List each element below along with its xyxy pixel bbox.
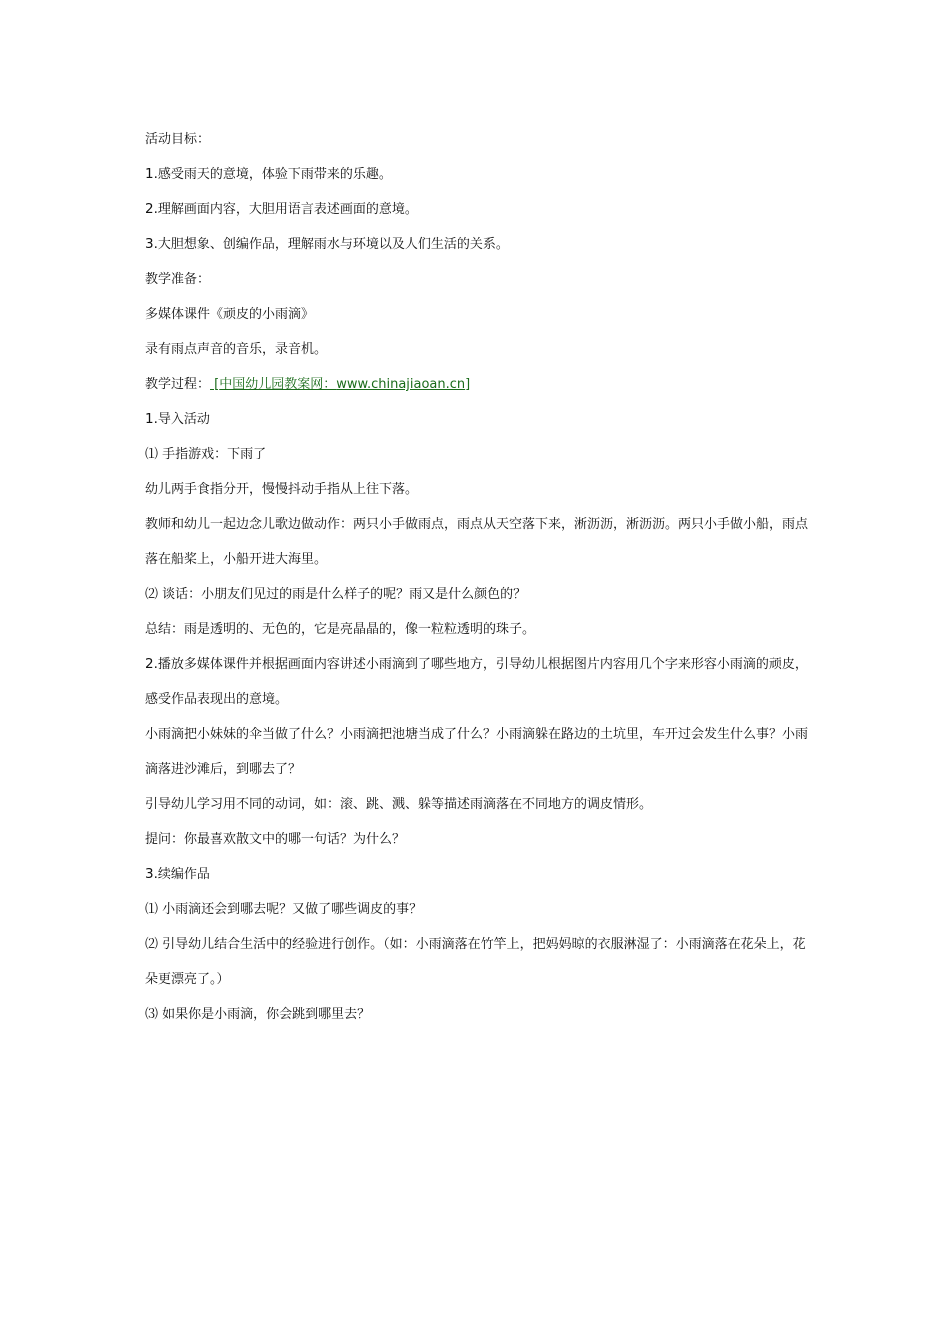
link-url: www.chinajiaoan.cn	[336, 377, 466, 392]
step-number: 3.	[145, 866, 158, 882]
step-2-title	[145, 647, 810, 717]
step-title-text: 播放多媒体课件并根据画面内容讲述小雨滴到了哪些地方，引导幼儿根据图片内容用几个字来形容小雨滴的顽皮，感受作品表现出的意境。	[145, 657, 808, 707]
preparation-item-2: 录有雨点声音的音乐，录音机。	[145, 342, 328, 357]
objective-text: 大胆想象、创编作品，理解雨水与环境以及人们生活的关系。	[157, 237, 509, 252]
objective-text: 理解画面内容，大胆用语言表述画面的意境。	[157, 202, 418, 217]
link-site-name: 中国幼儿园教案网：	[219, 377, 337, 392]
step-3-line-3: ⑶ 如果你是小雨滴，你会跳到哪里去？	[145, 1007, 371, 1022]
step-title-text: 导入活动	[157, 412, 210, 427]
step-1-line-2: 幼儿两手食指分开，慢慢抖动手指从上往下落。	[145, 482, 419, 497]
step-title-text: 续编作品	[157, 867, 210, 882]
step-1-title	[145, 402, 810, 437]
preparation-heading: 教学准备：	[145, 272, 211, 287]
objective-item-2	[145, 192, 810, 227]
document-body	[145, 122, 810, 1032]
step-3-title	[145, 857, 810, 892]
step-number: 2.	[145, 656, 158, 672]
step-2-line-2: 引导幼儿学习用不同的动词，如：滚、跳、溅、躲等描述雨滴落在不同地方的调皮情形。	[145, 797, 653, 812]
objective-number: 1.	[145, 166, 158, 182]
step-3-line-1: ⑴ 小雨滴还会到哪去呢？又做了哪些调皮的事？	[145, 902, 423, 917]
step-1-line-3: 教师和幼儿一起边念儿歌边做动作：两只小手做雨点，雨点从天空落下来，淅沥沥，淅沥沥。两只小手做小船，雨点落在船桨上，小船开进大海里。	[145, 517, 809, 567]
step-1-line-5: 总结：雨是透明的、无色的，它是亮晶晶的，像一粒粒透明的珠子。	[145, 622, 536, 637]
step-1-line-4: ⑵ 谈话：小朋友们见过的雨是什么样子的呢？雨又是什么颜色的？	[145, 587, 527, 602]
objective-item-3	[145, 227, 810, 262]
objectives-heading: 活动目标：	[145, 132, 211, 147]
step-2-line-3: 提问：你最喜欢散文中的哪一句话？为什么？	[145, 832, 406, 847]
objective-number: 3.	[145, 236, 158, 252]
objective-item-1	[145, 157, 810, 192]
link-open-bracket: [	[210, 377, 220, 392]
step-3-line-2: ⑵ 引导幼儿结合生活中的经验进行创作。（如：小雨滴落在竹竿上，把妈妈晾的衣服淋湿了：小雨滴落在花朵上，花朵更漂亮了。）	[145, 937, 806, 987]
step-number: 1.	[145, 411, 158, 427]
link-close-bracket: ]	[465, 377, 471, 392]
process-heading: 教学过程：	[145, 377, 211, 392]
step-1-line-1: ⑴ 手指游戏：下雨了	[145, 447, 267, 462]
objective-text: 感受雨天的意境，体验下雨带来的乐趣。	[157, 167, 392, 182]
objective-number: 2.	[145, 201, 158, 217]
source-link[interactable]	[210, 377, 470, 392]
preparation-item-1: 多媒体课件《顽皮的小雨滴》	[145, 307, 315, 322]
process-heading-line	[145, 367, 810, 402]
step-2-line-1: 小雨滴把小妹妹的伞当做了什么？小雨滴把池塘当成了什么？小雨滴躲在路边的土坑里，车开过会发生什么事？小雨滴落进沙滩后，到哪去了？	[145, 727, 809, 777]
